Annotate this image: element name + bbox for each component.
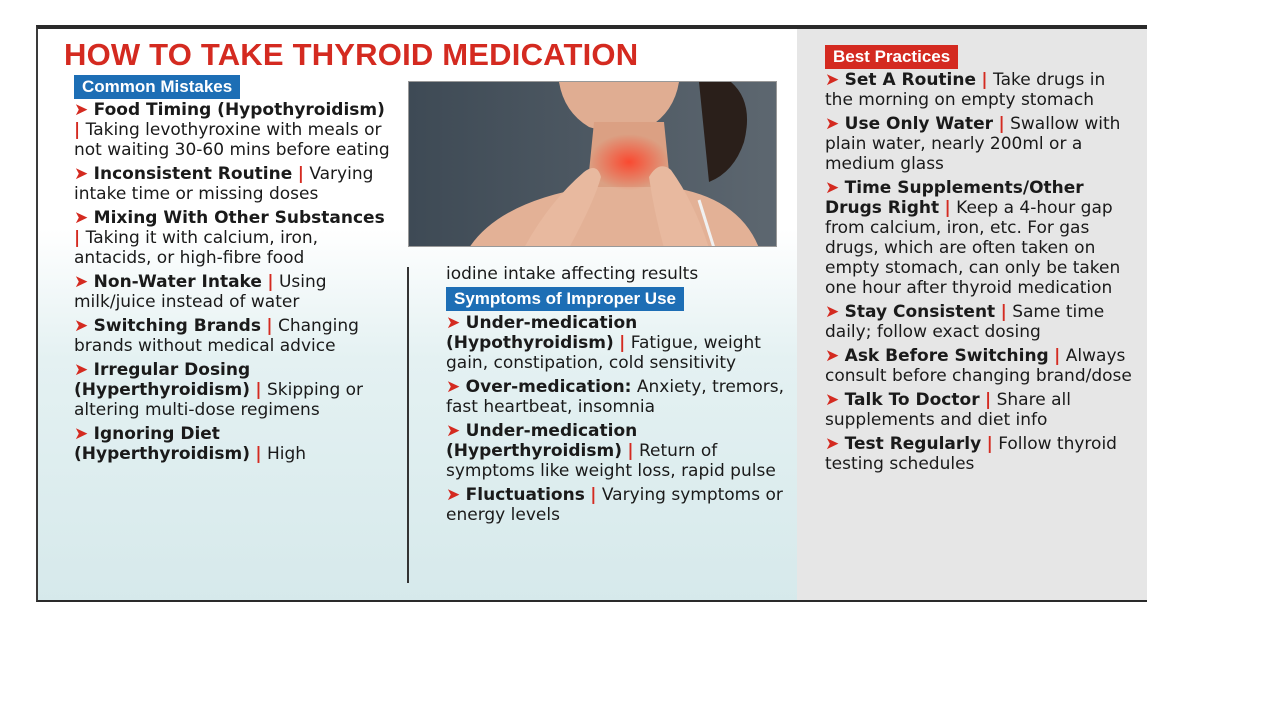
mistake-item: ➤ Irregular Dosing (Hyperthyroidism) | Skipping or altering multi-dose regimens [74, 360, 364, 420]
best-practices-heading: Best Practices [825, 45, 958, 69]
mistake-item: ➤ Mixing With Other Substances | Taking it with calcium, iron, antacids, or high-fibre food [74, 208, 385, 268]
practice-item: ➤ Test Regularly | Follow thyroid testing schedules [825, 434, 1117, 474]
woman-touching-neck-image [409, 82, 777, 247]
symptoms-heading: Symptoms of Improper Use [446, 287, 684, 311]
symptom-item: ➤ Fluctuations | Varying symptoms or energy levels [446, 485, 783, 525]
arrow-bullet-icon: ➤ [74, 272, 89, 292]
best-practices-list [825, 70, 1137, 478]
mistake-item: ➤ Switching Brands | Changing brands without medical advice [74, 316, 359, 356]
mistake-item: ➤ Inconsistent Routine | Varying intake time or missing doses [74, 164, 374, 204]
practice-item: ➤ Time Supplements/Other Drugs Right | Keep a 4-hour gap from calcium, iron, etc. For gas drugs, which are often taken on empty stomach, can only be taken one hour after thyroid medication [825, 178, 1121, 298]
arrow-bullet-icon: ➤ [74, 100, 89, 120]
symptom-item: ➤ Under-medication (Hypothyroidism) | Fatigue, weight gain, constipation, cold sensitivity [446, 313, 761, 373]
mistake-item: ➤ Ignoring Diet (Hyperthyroidism) | High [74, 424, 307, 464]
practice-item: ➤ Talk To Doctor | Share all supplements and diet info [825, 390, 1071, 430]
arrow-bullet-icon: ➤ [825, 390, 840, 410]
practice-item: ➤ Use Only Water | Swallow with plain water, nearly 200ml or a medium glass [825, 114, 1121, 174]
arrow-bullet-icon: ➤ [446, 377, 461, 397]
column-divider [407, 267, 409, 583]
arrow-bullet-icon: ➤ [825, 302, 840, 322]
arrow-bullet-icon: ➤ [74, 424, 89, 444]
infographic-card [36, 25, 1147, 602]
arrow-bullet-icon: ➤ [446, 485, 461, 505]
arrow-bullet-icon: ➤ [74, 360, 89, 380]
practice-item: ➤ Set A Routine | Take drugs in the morning on empty stomach [825, 70, 1106, 110]
thyroid-neck-photo [408, 81, 777, 247]
arrow-bullet-icon: ➤ [446, 421, 461, 441]
arrow-bullet-icon: ➤ [825, 70, 840, 90]
mistake-item: ➤ Non-Water Intake | Using milk/juice instead of water [74, 272, 327, 312]
arrow-bullet-icon: ➤ [825, 114, 840, 134]
arrow-bullet-icon: ➤ [74, 208, 89, 228]
symptom-item: ➤ Under-medication (Hyperthyroidism) | Return of symptoms like weight loss, rapid pulse [446, 421, 776, 481]
symptom-item: ➤ Over-medication: Anxiety, tremors, fast heartbeat, insomnia [446, 377, 785, 417]
practice-item: ➤ Ask Before Switching | Always consult before changing brand/dose [825, 346, 1132, 386]
arrow-bullet-icon: ➤ [825, 434, 840, 454]
common-mistakes-heading: Common Mistakes [74, 75, 240, 99]
symptoms-list [446, 313, 786, 529]
arrow-bullet-icon: ➤ [74, 316, 89, 336]
infographic-title: HOW TO TAKE THYROID MEDICATION [64, 37, 639, 72]
arrow-bullet-icon: ➤ [825, 178, 840, 198]
mistakes-continuation: iodine intake affecting results [446, 264, 699, 284]
mistake-item: ➤ Food Timing (Hypothyroidism) | Taking levothyroxine with meals or not waiting 30-60 mins before eating [74, 100, 390, 160]
common-mistakes-list [74, 100, 396, 468]
arrow-bullet-icon: ➤ [74, 164, 89, 184]
practice-item: ➤ Stay Consistent | Same time daily; follow exact dosing [825, 302, 1105, 342]
arrow-bullet-icon: ➤ [825, 346, 840, 366]
arrow-bullet-icon: ➤ [446, 313, 461, 333]
